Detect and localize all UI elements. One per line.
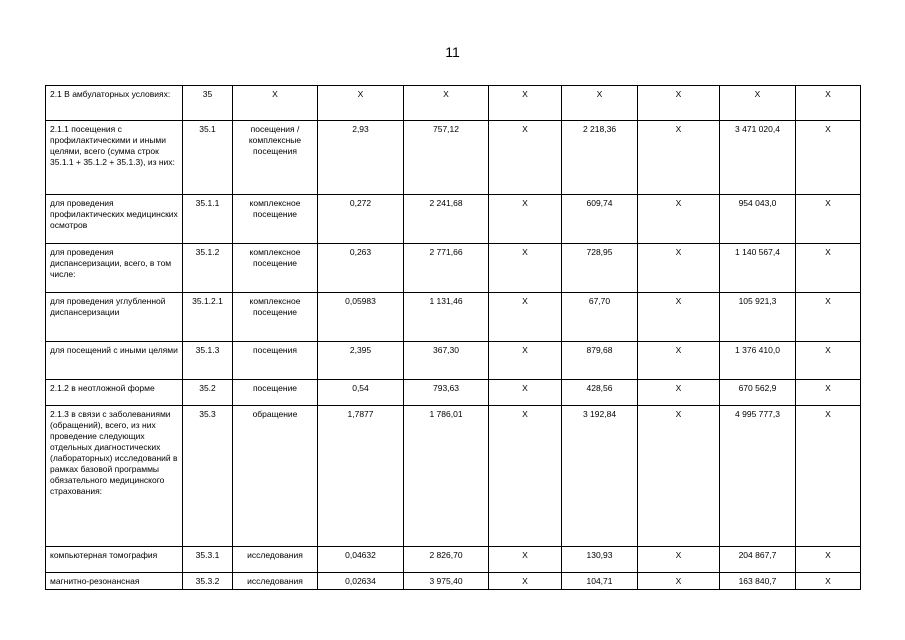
row-unit-cell: исследования (233, 573, 318, 590)
row-name-cell: для посещений с иными целями (46, 342, 183, 380)
row-norm-cell: 0,272 (318, 195, 404, 244)
row-col6-cell: 104,71 (562, 573, 638, 590)
row-code-cell: 35.1.2.1 (183, 293, 233, 342)
row-code-cell: 35.2 (183, 380, 233, 406)
row-col9-cell: X (796, 380, 861, 406)
row-col6-cell: 728,95 (562, 244, 638, 293)
row-norm-cell: 0,04632 (318, 547, 404, 573)
row-col6-cell: 609,74 (562, 195, 638, 244)
row-col5-cell: X (489, 547, 562, 573)
row-col5-cell: X (489, 195, 562, 244)
row-col6-cell: X (562, 86, 638, 121)
row-col8-cell: 204 867,7 (720, 547, 796, 573)
row-code-cell: 35.1.2 (183, 244, 233, 293)
row-code-cell: 35.3.2 (183, 573, 233, 590)
row-cost-cell: 757,12 (404, 121, 489, 195)
row-norm-cell: 0,263 (318, 244, 404, 293)
row-col8-cell: 105 921,3 (720, 293, 796, 342)
row-name-cell: для проведения профилактических медицинских осмотров (46, 195, 183, 244)
row-col9-cell: X (796, 195, 861, 244)
row-col6-cell: 67,70 (562, 293, 638, 342)
row-unit-cell: посещения / комплексные посещения (233, 121, 318, 195)
row-norm-cell: 0,02634 (318, 573, 404, 590)
row-cost-cell: X (404, 86, 489, 121)
row-unit-cell: обращение (233, 406, 318, 547)
row-col5-cell: X (489, 380, 562, 406)
row-col6-cell: 3 192,84 (562, 406, 638, 547)
row-norm-cell: 1,7877 (318, 406, 404, 547)
table-row (46, 244, 861, 293)
row-name-cell: компьютерная томография (46, 547, 183, 573)
row-col5-cell: X (489, 293, 562, 342)
table-body (46, 86, 861, 590)
row-col8-cell: 1 140 567,4 (720, 244, 796, 293)
row-cost-cell: 367,30 (404, 342, 489, 380)
row-col5-cell: X (489, 406, 562, 547)
table-row (46, 406, 861, 547)
row-col9-cell: X (796, 293, 861, 342)
row-name-cell: 2.1.1 посещения с профилактическими и иными целями, всего (сумма строк 35.1.1 + 35.1.2 + 35.1.3), из них: (46, 121, 183, 195)
row-col7-cell: X (638, 293, 720, 342)
row-unit-cell: исследования (233, 547, 318, 573)
table-row (46, 380, 861, 406)
row-col8-cell: 3 471 020,4 (720, 121, 796, 195)
financing-table (45, 85, 861, 590)
row-col6-cell: 428,56 (562, 380, 638, 406)
row-col7-cell: X (638, 342, 720, 380)
row-cost-cell: 3 975,40 (404, 573, 489, 590)
row-col8-cell: 4 995 777,3 (720, 406, 796, 547)
row-cost-cell: 2 241,68 (404, 195, 489, 244)
row-col7-cell: X (638, 547, 720, 573)
row-code-cell: 35.1.1 (183, 195, 233, 244)
row-norm-cell: 2,93 (318, 121, 404, 195)
row-col9-cell: X (796, 406, 861, 547)
row-col7-cell: X (638, 380, 720, 406)
page-number: 11 (445, 44, 460, 60)
row-col9-cell: X (796, 573, 861, 590)
row-col8-cell: 1 376 410,0 (720, 342, 796, 380)
row-name-cell: для проведения диспансеризации, всего, в том числе: (46, 244, 183, 293)
row-col5-cell: X (489, 342, 562, 380)
row-col5-cell: X (489, 573, 562, 590)
row-unit-cell: комплексное посещение (233, 244, 318, 293)
row-col7-cell: X (638, 406, 720, 547)
row-col7-cell: X (638, 573, 720, 590)
row-norm-cell: 0,54 (318, 380, 404, 406)
row-col5-cell: X (489, 86, 562, 121)
table-row (46, 547, 861, 573)
row-col9-cell: X (796, 547, 861, 573)
row-col8-cell: 954 043,0 (720, 195, 796, 244)
row-unit-cell: комплексное посещение (233, 195, 318, 244)
row-col9-cell: X (796, 121, 861, 195)
row-col6-cell: 130,93 (562, 547, 638, 573)
table-row (46, 195, 861, 244)
row-col6-cell: 879,68 (562, 342, 638, 380)
row-unit-cell: посещение (233, 380, 318, 406)
row-unit-cell: комплексное посещение (233, 293, 318, 342)
row-cost-cell: 1 131,46 (404, 293, 489, 342)
row-unit-cell: X (233, 86, 318, 121)
row-col7-cell: X (638, 86, 720, 121)
row-col9-cell: X (796, 342, 861, 380)
row-cost-cell: 2 771,66 (404, 244, 489, 293)
row-col8-cell: 163 840,7 (720, 573, 796, 590)
row-code-cell: 35.3.1 (183, 547, 233, 573)
table-row (46, 121, 861, 195)
row-col9-cell: X (796, 86, 861, 121)
row-col8-cell: X (720, 86, 796, 121)
row-code-cell: 35.1.3 (183, 342, 233, 380)
row-name-cell: магнитно-резонансная (46, 573, 183, 590)
row-norm-cell: 2,395 (318, 342, 404, 380)
row-col9-cell: X (796, 244, 861, 293)
row-col6-cell: 2 218,36 (562, 121, 638, 195)
row-col8-cell: 670 562,9 (720, 380, 796, 406)
table-row (46, 573, 861, 590)
row-col7-cell: X (638, 195, 720, 244)
row-name-cell: 2.1.3 в связи с заболеваниями (обращений), всего, из них проведение следующих отдельных диагностических (лабораторных) исследований в рамках базовой программы обязательного медицинского страхования: (46, 406, 183, 547)
row-code-cell: 35.3 (183, 406, 233, 547)
row-cost-cell: 793,63 (404, 380, 489, 406)
row-col5-cell: X (489, 244, 562, 293)
row-name-cell: 2.1.2 в неотложной форме (46, 380, 183, 406)
row-col7-cell: X (638, 121, 720, 195)
row-name-cell: для проведения углубленной диспансеризации (46, 293, 183, 342)
row-unit-cell: посещения (233, 342, 318, 380)
row-norm-cell: X (318, 86, 404, 121)
row-col5-cell: X (489, 121, 562, 195)
table-row (46, 293, 861, 342)
row-name-cell: 2.1 В амбулаторных условиях: (46, 86, 183, 121)
row-norm-cell: 0,05983 (318, 293, 404, 342)
table-row (46, 342, 861, 380)
table-row (46, 86, 861, 121)
row-code-cell: 35 (183, 86, 233, 121)
row-col7-cell: X (638, 244, 720, 293)
row-code-cell: 35.1 (183, 121, 233, 195)
row-cost-cell: 2 826,70 (404, 547, 489, 573)
row-cost-cell: 1 786,01 (404, 406, 489, 547)
